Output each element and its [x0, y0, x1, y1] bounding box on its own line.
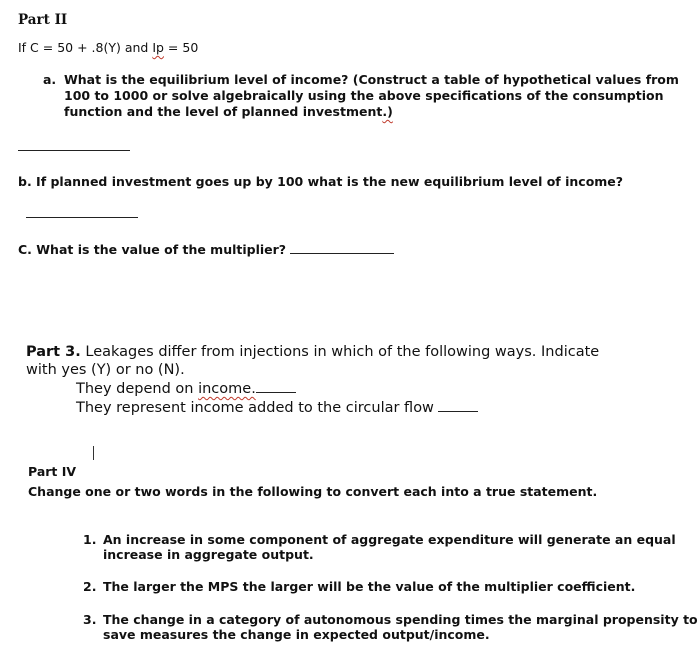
part4-item1-line1: An increase in some component of aggregate expenditure will generate an equal — [103, 532, 676, 547]
part2-premise — [18, 40, 198, 55]
part4-item3-num: 3. — [83, 612, 97, 627]
part3-item2 — [76, 399, 478, 416]
part3-item1 — [76, 380, 296, 397]
part4-item1-num: 1. — [83, 532, 97, 547]
part3-item1-blank — [256, 380, 296, 393]
part3-intro-line2: with yes (Y) or no (N). — [26, 362, 185, 378]
part4-heading: Part IV — [28, 464, 77, 479]
part4-item2-line1: The larger the MPS the larger will be the value of the multiplier coefficient. — [103, 579, 636, 594]
question-a-label: a. — [43, 72, 57, 87]
question-b: b. If planned investment goes up by 100 what is the new equilibrium level of income? — [18, 174, 624, 189]
part3-item2-blank — [438, 399, 478, 412]
question-a-line3-marked: .) — [382, 104, 393, 119]
premise-prefix: If C = 50 + .8(Y) and — [18, 40, 153, 55]
part4-item1-line2: increase in aggregate output. — [103, 547, 314, 562]
part3-item1-marked: income. — [198, 381, 256, 397]
question-c-text: C. What is the value of the multiplier? — [18, 242, 287, 257]
part3-heading: Part 3. — [26, 344, 81, 360]
question-a-line3-text: function and the level of planned investment — [64, 104, 383, 119]
part3-intro-text: Leakages differ from injections in which of the following ways. Indicate — [85, 344, 600, 360]
part4-item3-line1: The change in a category of autonomous spending times the marginal propensity to — [103, 612, 698, 627]
answer-a-line — [18, 150, 130, 151]
part4-instruction: Change one or two words in the following to convert each into a true statement. — [28, 484, 598, 499]
part3-item1-text: They depend on — [76, 381, 199, 397]
question-a-line3 — [64, 104, 393, 119]
part3-intro-line1 — [26, 344, 599, 360]
part2-heading: Part II — [18, 12, 68, 28]
answer-b-line — [26, 217, 138, 218]
question-a-line2: 100 to 1000 or solve algebraically using the above specifications of the consumption — [64, 88, 664, 103]
premise-suffix: = 50 — [163, 40, 199, 55]
part3-item2-text: They represent income added to the circular flow — [76, 400, 434, 416]
question-c — [18, 241, 394, 257]
text-cursor — [93, 446, 94, 460]
premise-ip: Ip — [152, 40, 164, 55]
answer-c-blank — [290, 241, 394, 254]
question-a-line1: What is the equilibrium level of income? (Construct a table of hypothetical values from — [64, 72, 679, 87]
part4-item3-line2: save measures the change in expected output/income. — [103, 627, 490, 642]
part4-item2-num: 2. — [83, 579, 97, 594]
